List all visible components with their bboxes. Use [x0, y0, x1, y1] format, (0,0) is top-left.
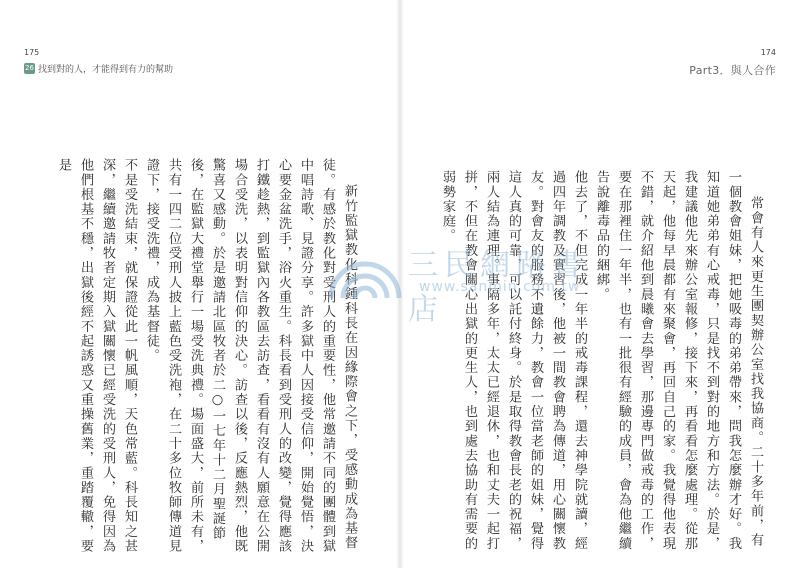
left-paragraph-1: 新竹監獄教化科鍾科長在因緣際會之下，受感動成為基督徒。有感於教化對受刑人的重要性，他常邀請不同的團體到獄中唱詩歌、見證分享。許多獄中人因接受信仰，開始覺悟，決心要金盆洗手，浴火重生。科長看到受刑人的改變，覺得應該打鐵趁熱，到監獄內各教區去訪查，看看有沒有人願意在公開場合受洗，以表明對信仰的決心。訪查以後，反應熱烈，他既驚喜又感動。於是邀請北區牧者於二○一七年十二月聖誕節後，在監獄大禮堂舉行一場受洗典禮。場面盛大，前所未有，共有一四二位受刑人披上藍色受洗袍，在二十多位牧師傳道見證下，接受洗禮，成為基督徒。 [144, 158, 357, 554]
chapter-number-badge: 26 [25, 64, 34, 72]
watermark-url: www.sanmin.com.tw [419, 279, 581, 295]
right-page-number: 174 [760, 48, 776, 57]
right-paragraph-1: 常會有人來更生團契辦公室找我協商。二十多年前，有一個教會姐妹，把她吸毒的弟弟帶來，問我怎麼辦才好。我知道她弟弟有心戒毒，只是找不到對的地方和方法。於是，我建議他先來辦公室報修，接下來，再看看怎麼處理。從那天起，他每早晨都有來聚會，再回自己的家。我覺得他表現不錯，就介紹他到晨曦會去學習，那邊專門做戒毒的工作，要在那裡住一年半，也有一批很有經驗的成員，會為他繼續告說離毒品的綑綁。 [594, 170, 763, 551]
watermark-title: 三民網路書店 [408, 248, 588, 327]
part-label: Part3．與人合作 [689, 64, 776, 77]
chapter-header [24, 62, 173, 75]
part-header [689, 62, 776, 78]
chapter-title: 找到對的人，才能得到有力的幫助 [38, 65, 174, 75]
left-paragraph-2: 不是受洗結束，就保證從此一帆風順，天色常藍。科長知之甚深，繼續邀請牧者定期入獄關懷已經受洗的受刑人，免得因為他們根基不穩，出獄後經不起誘惑又重操舊業，重踏覆轍，要是 [56, 158, 137, 554]
right-page [400, 0, 800, 568]
left-page-number: 175 [24, 48, 40, 57]
right-body-text [422, 170, 766, 562]
left-body-text [38, 158, 360, 558]
right-paragraph-2: 他去了，不但完成一年半的戒毒課程，還去神學院就讀，經過四年調教及實習後，他被一間教會聘為傳道，用心關懷教友。對會友的服務不遺餘力，教會一位當老師的姐妹，覺得這人真的可靠，可以託付終身。於是取得教會長老的祝福，兩人結為連理。事隔多年，太太已經退休，也和丈夫一起打拼，不但在教會關心出獄的更生人，也到處去協助有需要的弱勢家庭。 [440, 170, 587, 551]
